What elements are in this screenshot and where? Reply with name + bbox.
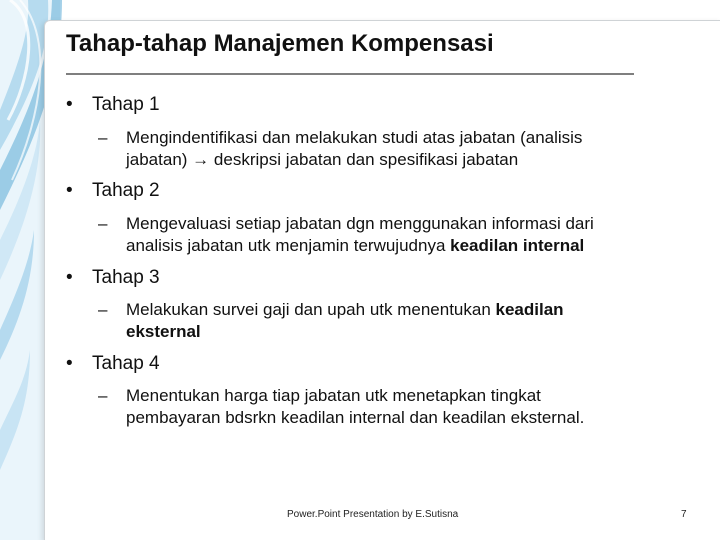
bullet-label: Tahap 3 (92, 267, 160, 288)
bullet-label: Tahap 4 (92, 353, 160, 374)
emphasis-text: keadilan (495, 300, 564, 319)
sub-line-1: Melakukan survei gaji dan upah utk menentukan keadilan (126, 300, 564, 319)
bullet-dot: • (66, 94, 73, 115)
emphasis-text: eksternal (126, 322, 201, 341)
title-underline (66, 73, 634, 75)
bullet-item-tahap-4 (66, 353, 160, 375)
bullet-item-tahap-2 (66, 180, 160, 202)
sub-line-2: jabatan) → deskripsi jabatan dan spesifikasi jabatan (126, 150, 519, 169)
bullet-label: Tahap 2 (92, 180, 160, 201)
bullet-item-tahap-3 (66, 267, 160, 289)
sub-line-1: Mengindentifikasi dan melakukan studi atas jabatan (analisis (126, 128, 583, 147)
sub-line-1: Mengevaluasi setiap jabatan dgn menggunakan informasi dari (126, 214, 594, 233)
emphasis-text: keadilan internal (450, 236, 585, 255)
dash-marker: – (98, 128, 108, 147)
sub-item-tahap-1 (98, 127, 582, 171)
sub-line-2 (98, 321, 564, 343)
slide-title: Tahap-tahap Manajemen Kompensasi (66, 30, 494, 57)
sub-item-tahap-4 (98, 385, 584, 429)
sub-item-tahap-2 (98, 213, 594, 257)
sub-line-2: analisis jabatan utk menjamin terwujudnya keadilan internal (126, 236, 585, 255)
footer-text: Power.Point Presentation by E.Sutisna (287, 509, 459, 520)
bullet-label: Tahap 1 (92, 94, 160, 115)
sub-item-tahap-3 (98, 299, 564, 343)
bullet-dot: • (66, 267, 73, 288)
dash-marker: – (98, 300, 108, 319)
sub-line-1: Menentukan harga tiap jabatan utk menetapkan tingkat (126, 386, 541, 405)
bullet-dot: • (66, 180, 73, 201)
dash-marker: – (98, 386, 108, 405)
sub-line-2: pembayaran bdsrkn keadilan internal dan keadilan eksternal. (126, 408, 585, 427)
bullet-item-tahap-1 (66, 94, 160, 116)
page-number: 7 (681, 509, 687, 520)
dash-marker: – (98, 214, 108, 233)
arrow-right-icon: → (192, 150, 210, 169)
bullet-dot: • (66, 353, 73, 374)
